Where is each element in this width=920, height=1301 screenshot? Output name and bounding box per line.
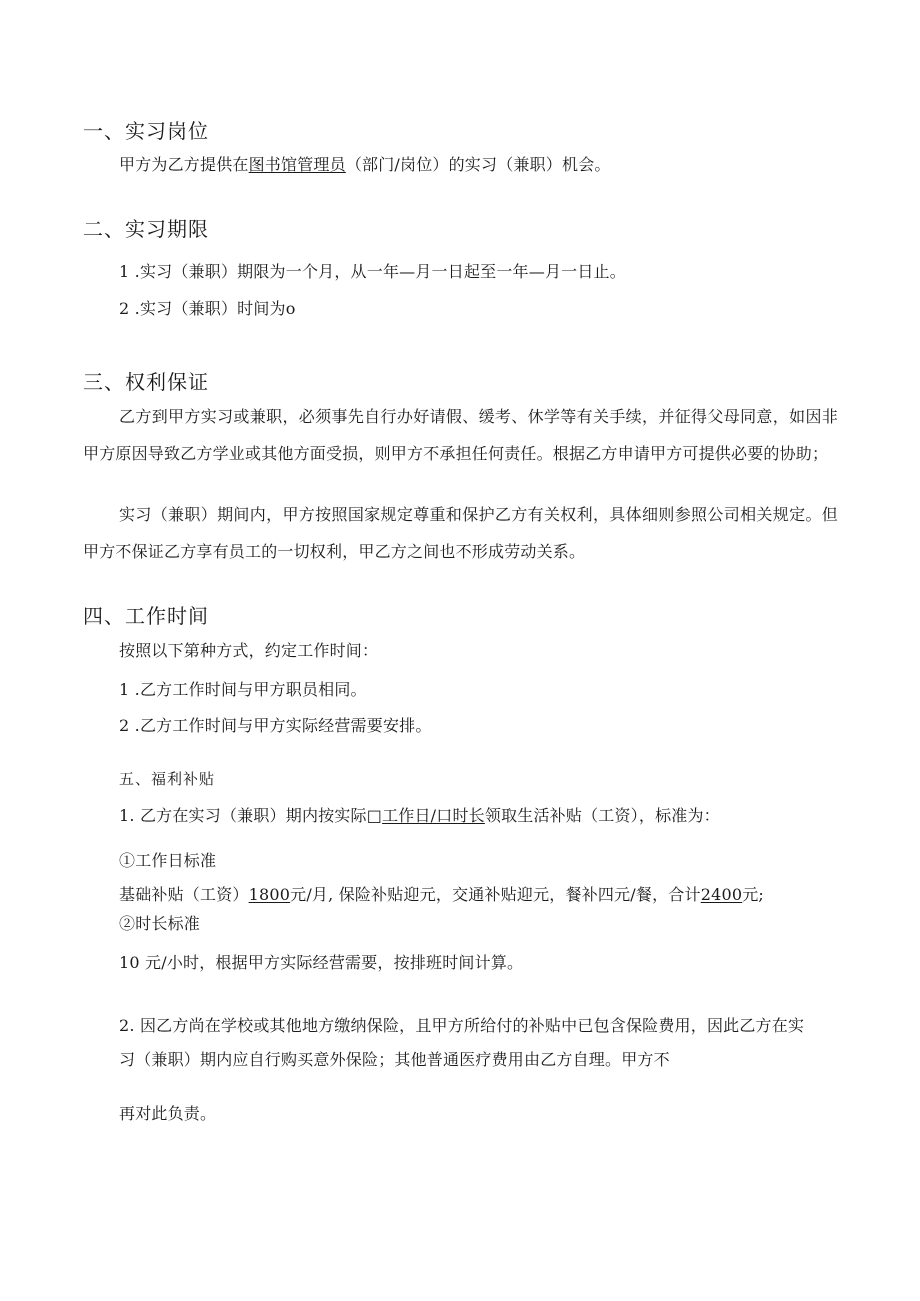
- s5-item1-suffix: 领取生活补贴（工资），标准为：: [484, 806, 720, 825]
- section-3-title: 三、权利保证: [83, 370, 209, 394]
- section-3-para-1: 乙方到甲方实习或兼职，必须事先自行办好请假、缓考、休学等有关手续，并征得父母同意，如因非甲方原因导致乙方学业或其他方面受损，则甲方不承担任何责任。根据乙方申请甲方可提供必要的协助；: [83, 407, 838, 463]
- section-3-para-2: 实习（兼职）期间内，甲方按照国家规定尊重和保护乙方有关权利，具体细则参照公司相关规定。但甲方不保证乙方享有员工的一切权利，甲乙方之间也不形成劳动关系。: [83, 505, 838, 561]
- s5-item1-prefix: 1. 乙方在实习（兼职）期内按实际□: [119, 806, 383, 825]
- s1-prefix: 甲方为乙方提供在: [119, 155, 249, 174]
- total-amount: 2400: [700, 885, 743, 904]
- section-5-item-2-line-3: 再对此负责。: [119, 1104, 217, 1123]
- section-1-title: 一、实习岗位: [83, 119, 209, 143]
- position-name: 图书馆管理员: [248, 155, 346, 174]
- section-2-item-1: 1 .实习（兼职）期限为一个月，从一年—月一日起至一年—月一日止。: [119, 262, 626, 281]
- section-4-intro: 按照以下第种方式，约定工作时间：: [119, 641, 379, 660]
- section-5-item-2-line-2: 习（兼职）期内应自行购买意外保险；其他普通医疗费用由乙方自理。甲方不: [119, 1050, 670, 1069]
- section-1-text: [119, 155, 611, 175]
- s1-suffix: （部门/岗位）的实习（兼职）机会。: [345, 155, 611, 174]
- s5-item1-underlined: 工作日/口时长: [382, 806, 485, 825]
- std1-end: 元;: [742, 885, 765, 904]
- section-2-item-2: 2 .实习（兼职）时间为o: [119, 299, 296, 318]
- section-5-item-1: [119, 806, 720, 826]
- std1-middle: 元/月, 保险补贴迎元，交通补贴迎元，餐补四元/餐，合计: [290, 885, 701, 904]
- standard-2-title: ②时长标准: [119, 914, 201, 933]
- standard-2-line: 10 元/小时，根据甲方实际经营需要，按排班时间计算。: [119, 953, 524, 972]
- std1-prefix: 基础补贴（工资）: [119, 885, 249, 904]
- base-salary-amount: 1800: [248, 885, 291, 904]
- section-2-title: 二、实习期限: [83, 217, 209, 241]
- section-4-item-1: 1 .乙方工作时间与甲方职员相同。: [119, 680, 367, 699]
- section-4-item-2: 2 .乙方工作时间与甲方实际经营需要安排。: [119, 716, 432, 735]
- section-4-title: 四、工作时间: [83, 604, 209, 628]
- standard-1-line: [119, 885, 764, 905]
- standard-1-title: ①工作日标准: [119, 851, 217, 870]
- section-5-item-2-line-1: 2. 因乙方尚在学校或其他地方缴纳保险，且甲方所给付的补贴中已包含保险费用，因此乙方在实: [119, 1016, 805, 1035]
- section-5-title: 五、福利补贴: [119, 770, 216, 788]
